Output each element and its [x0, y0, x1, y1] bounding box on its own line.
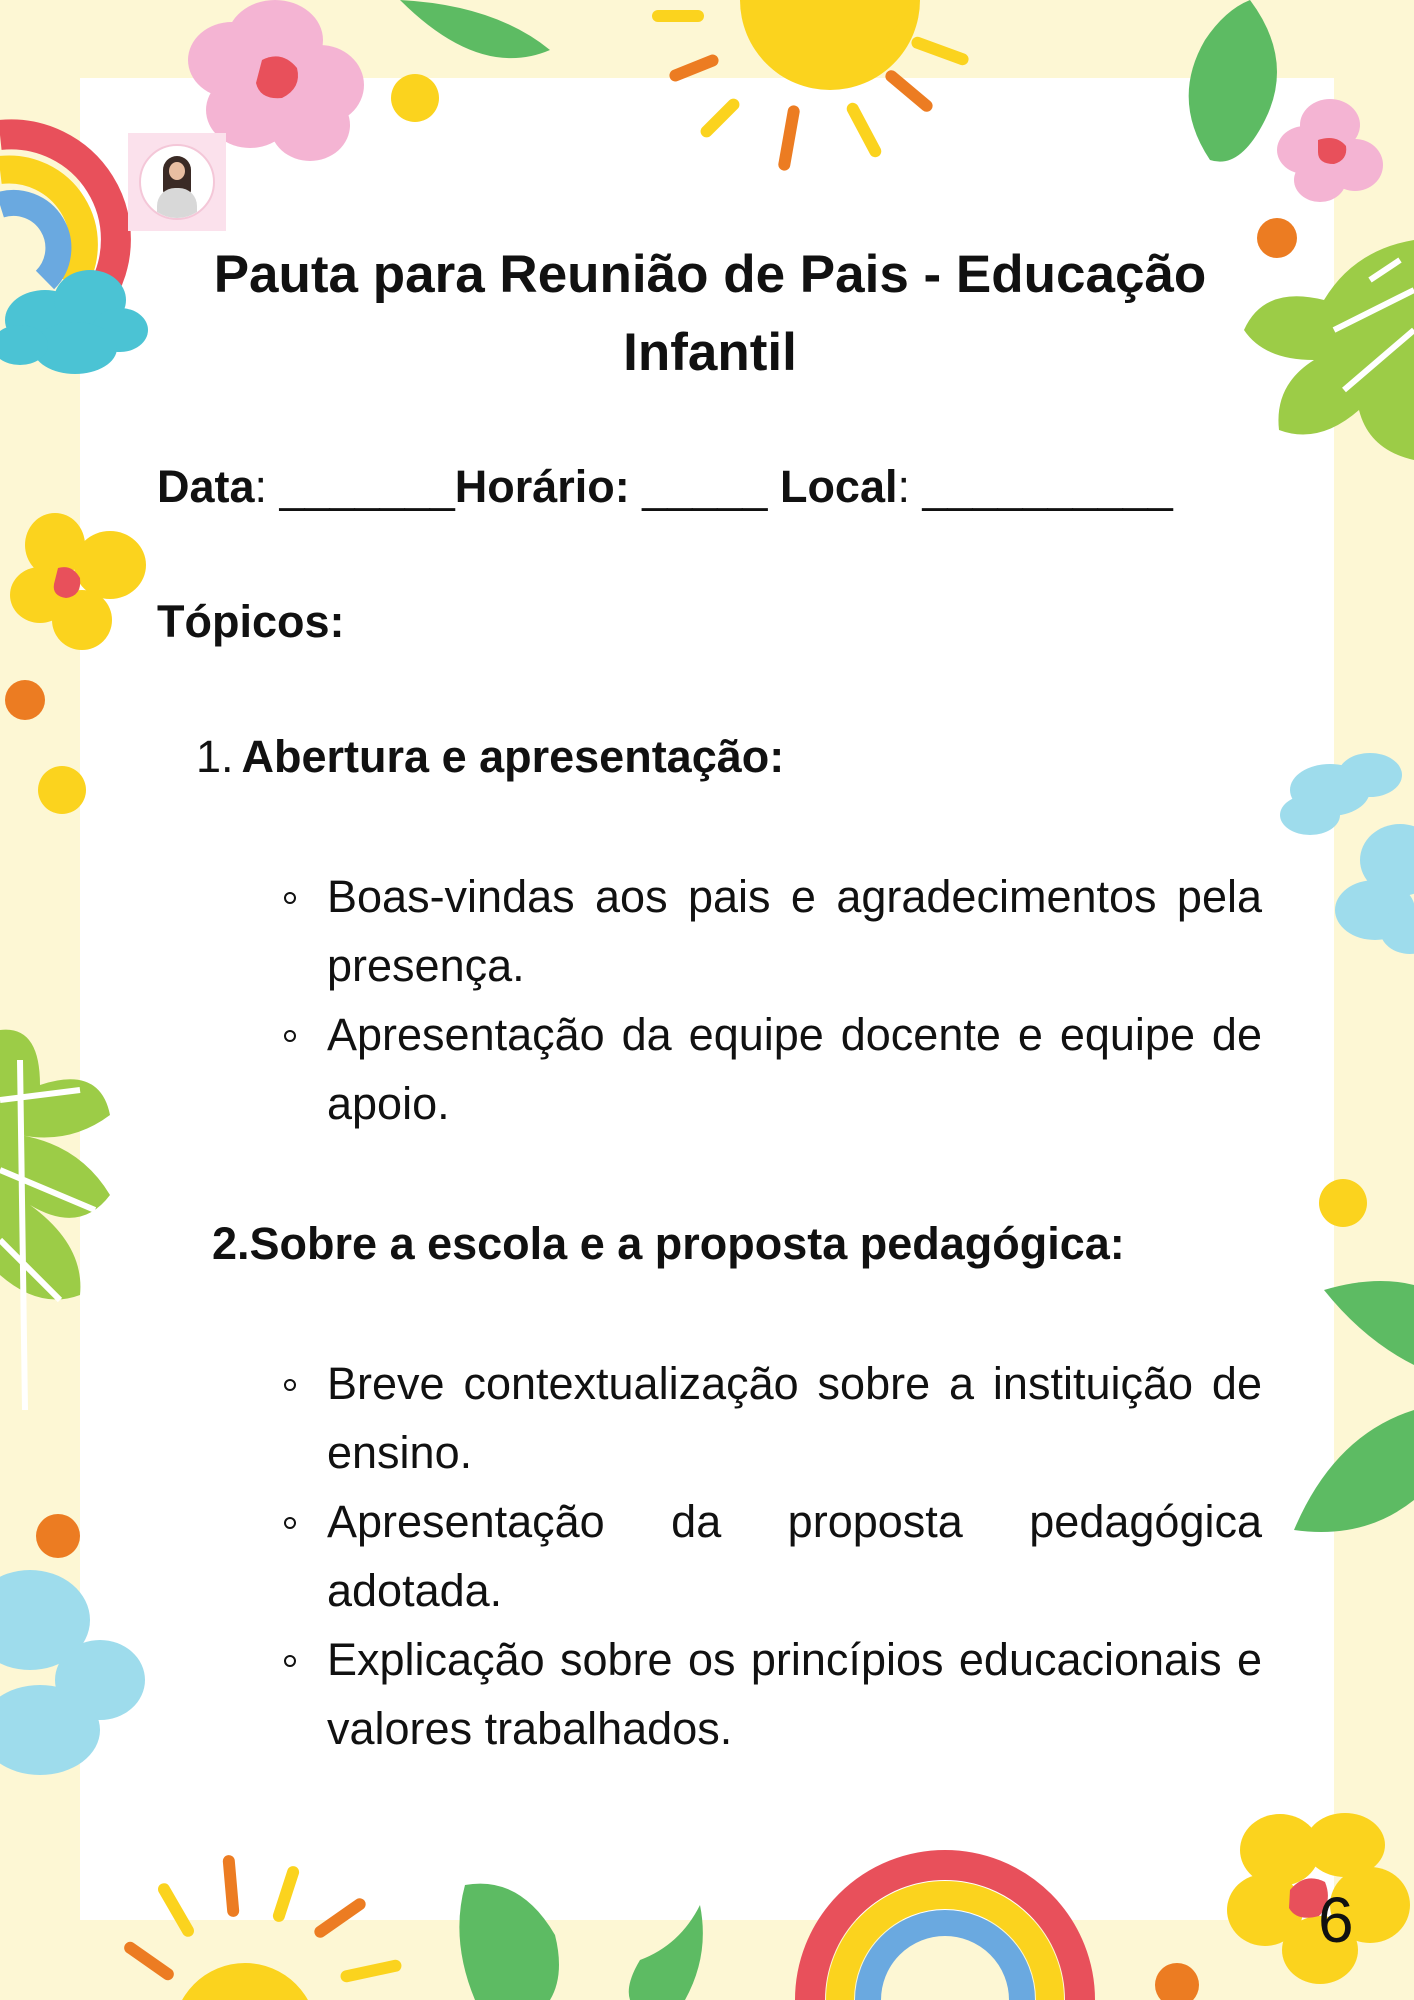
- time-blank: _____: [642, 461, 768, 512]
- section-title: Abertura e apresentação:: [241, 731, 785, 782]
- bullet-circle-icon: [284, 1379, 296, 1391]
- section-1-heading: [196, 731, 784, 783]
- place-label: Local: [779, 461, 898, 512]
- place-blank: __________: [922, 461, 1173, 512]
- list-item: [282, 1000, 1262, 1138]
- section-number: 2.: [212, 1218, 250, 1269]
- section-number: 1.: [196, 731, 234, 782]
- page-title: Pauta para Reunião de Pais - Educação Infantil: [213, 245, 1207, 382]
- time-label: Horário:: [454, 461, 630, 512]
- logo-avatar-icon: [128, 133, 226, 231]
- list-item-text: Explicação sobre os princípios educacionais e valores trabalhados.: [327, 1634, 1262, 1754]
- date-blank: _______: [279, 461, 455, 512]
- section-title: Sobre a escola e a proposta pedagógica:: [249, 1218, 1125, 1269]
- list-item: [282, 1349, 1262, 1487]
- page-number: 6: [1318, 1884, 1354, 1956]
- list-item-text: Apresentação da equipe docente e equipe de apoio.: [327, 1009, 1262, 1129]
- meeting-info-line: Data: _______Horário: _____ Local: __________: [157, 461, 1173, 512]
- bullet-circle-icon: [284, 1517, 296, 1529]
- date-label: Data: [157, 461, 255, 512]
- topics-heading: Tópicos:: [157, 596, 345, 647]
- bullet-circle-icon: [284, 892, 296, 904]
- list-item-text: Breve contextualização sobre a instituição de ensino.: [327, 1358, 1262, 1478]
- list-item-text: Boas-vindas aos pais e agradecimentos pela presença.: [327, 871, 1262, 991]
- list-item: [282, 1487, 1262, 1625]
- bullet-circle-icon: [284, 1655, 296, 1667]
- list-item: [282, 1625, 1262, 1763]
- section-2-items: [282, 1349, 1262, 1763]
- list-item-text: Apresentação da proposta pedagógica adotada.: [327, 1496, 1262, 1616]
- section-1-items: [282, 862, 1262, 1138]
- section-2-heading: [212, 1218, 1125, 1270]
- list-item: [282, 862, 1262, 1000]
- bullet-circle-icon: [284, 1030, 296, 1042]
